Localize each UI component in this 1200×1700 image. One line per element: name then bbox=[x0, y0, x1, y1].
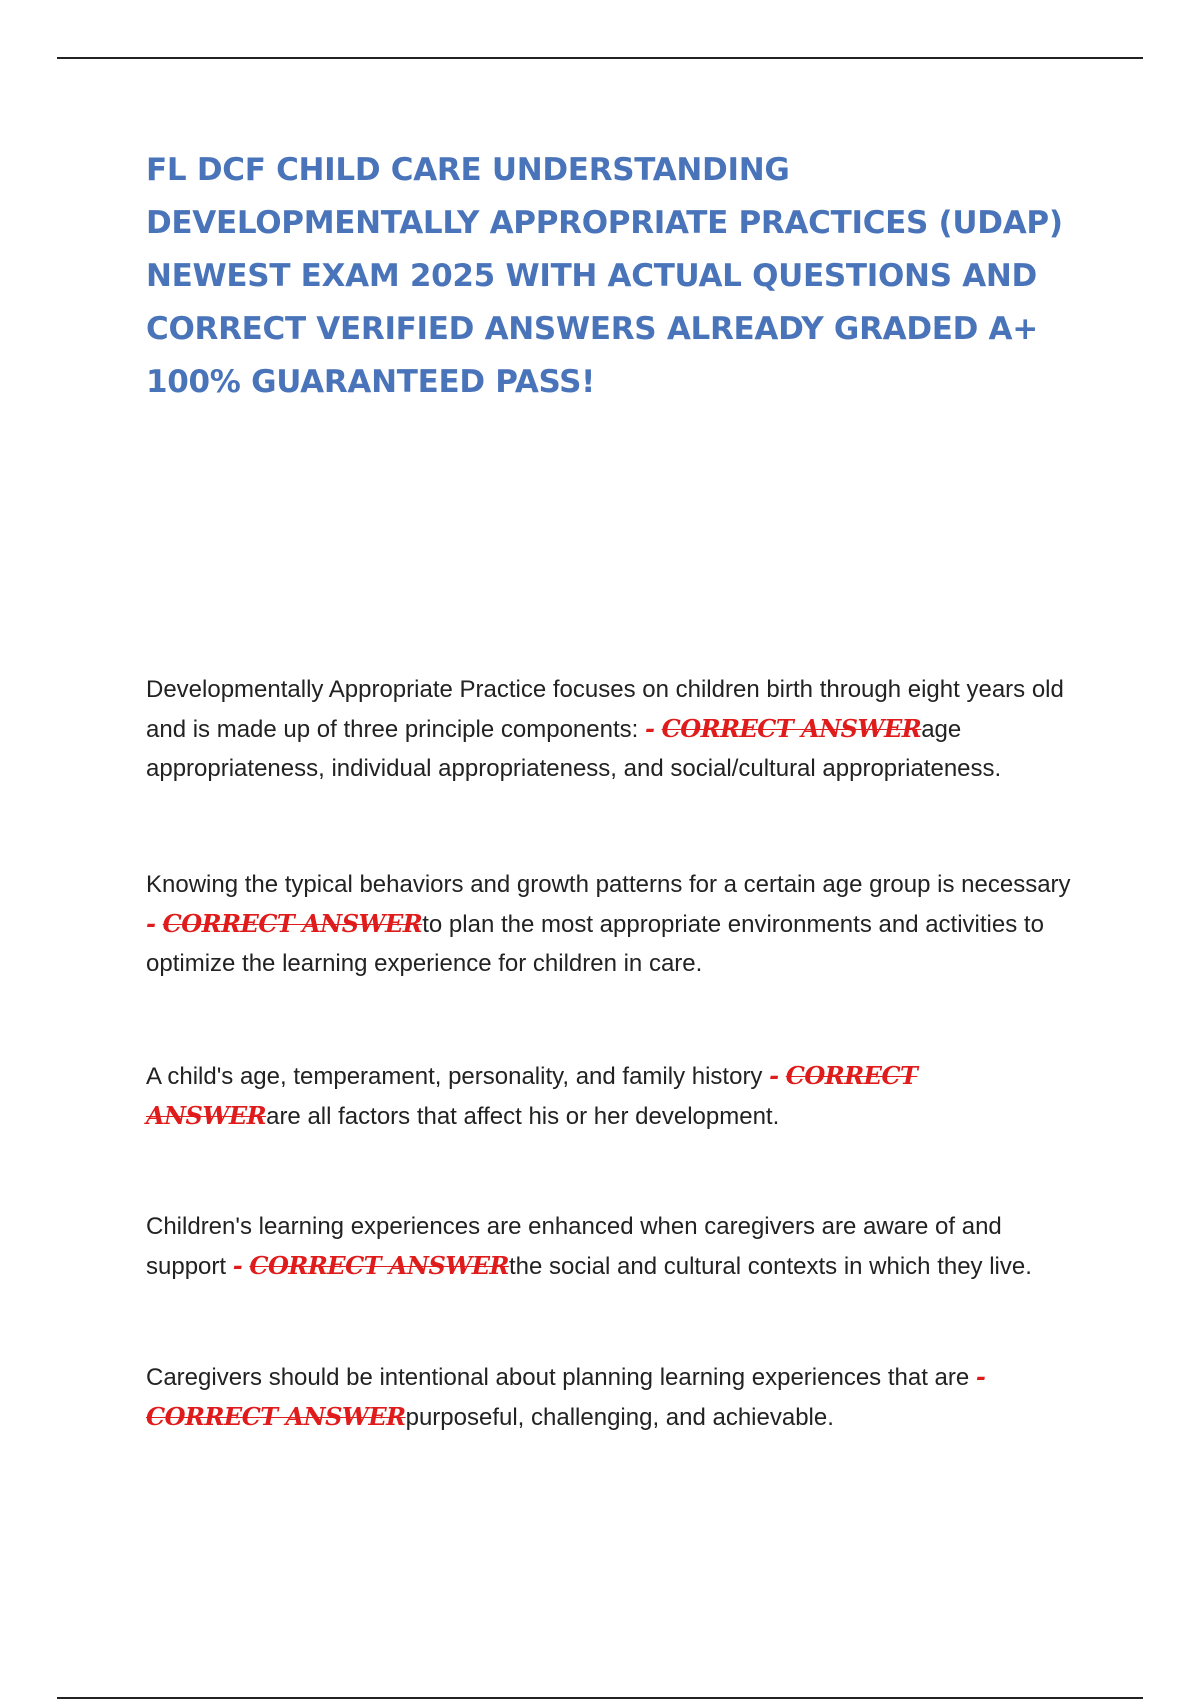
question-text: A child's age, temperament, personality, and family history bbox=[146, 1063, 763, 1090]
top-rule bbox=[57, 57, 1143, 59]
question-text: Caregivers should be intentional about planning learning experiences that are bbox=[146, 1364, 970, 1391]
answer-text: are all factors that affect his or her development. bbox=[266, 1103, 780, 1130]
qa-item bbox=[146, 1056, 1076, 1136]
answer-text: the social and cultural contexts in which they live. bbox=[508, 1253, 1032, 1280]
bottom-rule bbox=[57, 1697, 1143, 1699]
answer-text: age appropriateness, individual appropriateness, and social/cultural appropriateness. bbox=[146, 716, 1002, 782]
separator: - bbox=[975, 1362, 986, 1391]
separator: - bbox=[232, 1251, 243, 1280]
separator: - bbox=[644, 714, 655, 743]
answer-text: purposeful, challenging, and achievable. bbox=[405, 1404, 834, 1431]
separator: - bbox=[146, 909, 156, 938]
answer-marker: CORRECT ANSWER bbox=[661, 714, 922, 743]
qa-item bbox=[146, 670, 1076, 788]
question-text: Knowing the typical behaviors and growth patterns for a certain age group is necessary bbox=[146, 871, 1071, 898]
document-title: FL DCF CHILD CARE UNDERSTANDING DEVELOPMENTALLY APPROPRIATE PRACTICES (UDAP) NEWEST EXAM 2025 WITH ACTUAL QUESTIONS AND CORRECT VERIFIED ANSWERS ALREADY GRADED A+ 100% GUARANTEED PASS! bbox=[146, 152, 1063, 400]
answer-marker: CORRECT ANSWER bbox=[146, 1061, 918, 1130]
answer-marker: CORRECT ANSWER bbox=[146, 1402, 406, 1431]
answer-marker: CORRECT ANSWER bbox=[249, 1251, 509, 1280]
answer-text: to plan the most appropriate environments and activities to optimize the learning experience for children in care. bbox=[146, 911, 1044, 977]
qa-item bbox=[146, 1357, 1076, 1437]
qa-item bbox=[146, 1207, 1076, 1286]
answer-marker: CORRECT ANSWER bbox=[162, 909, 423, 938]
qa-list bbox=[146, 670, 1076, 1437]
question-text: Children's learning experiences are enhanced when caregivers are aware of and support bbox=[146, 1213, 1002, 1280]
qa-item bbox=[146, 865, 1076, 983]
question-text: Developmentally Appropriate Practice focuses on children birth through eight years old and is made up of three principle components: bbox=[146, 676, 1064, 743]
separator: - bbox=[769, 1061, 780, 1090]
